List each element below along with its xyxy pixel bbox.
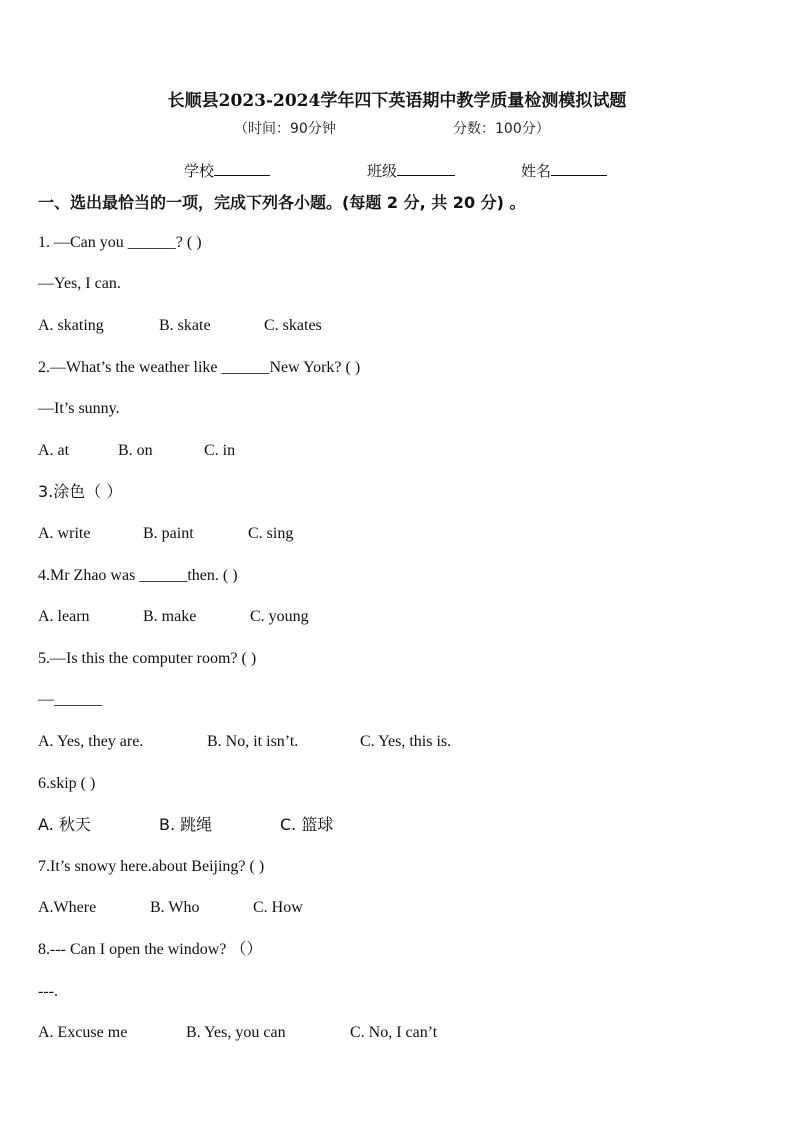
section-heading: 一、选出最恰当的一项，完成下列各小题。(每题 2 分, 共 20 分) 。	[38, 193, 526, 212]
question-6-stem: 6.skip ( )	[38, 775, 96, 792]
question-3-option-c[interactable]: C. sing	[248, 525, 294, 542]
class-field	[367, 160, 455, 181]
school-field	[184, 160, 270, 181]
question-1-option-c[interactable]: C. skates	[264, 317, 322, 334]
question-7-option-b[interactable]: B. Who	[150, 899, 200, 916]
exam-time: （时间：90分钟	[234, 121, 336, 137]
exam-score: 分数：100分）	[453, 121, 550, 137]
question-2-option-c[interactable]: C. in	[204, 442, 236, 459]
question-2-option-a[interactable]: A. at	[38, 442, 70, 459]
school-blank[interactable]	[214, 161, 270, 176]
question-6-option-a[interactable]: A. 秋天	[38, 815, 91, 834]
question-1-option-b[interactable]: B. skate	[159, 317, 211, 334]
question-5-option-a[interactable]: A. Yes, they are.	[38, 733, 144, 750]
question-8-option-b[interactable]: B. Yes, you can	[186, 1024, 286, 1041]
question-4-option-a[interactable]: A. learn	[38, 608, 90, 625]
question-1-answer-line: —Yes, I can.	[38, 275, 121, 292]
question-5-option-b[interactable]: B. No, it isn’t.	[207, 733, 299, 750]
question-7-option-a[interactable]: A.Where	[38, 899, 97, 916]
question-1-stem: 1. —Can you ______? ( )	[38, 234, 202, 251]
page-title: 长顺县2023-2024学年四下英语期中教学质量检测模拟试题	[167, 91, 627, 111]
question-1-option-a[interactable]: A. skating	[38, 317, 104, 334]
question-3-option-b[interactable]: B. paint	[143, 525, 194, 542]
question-7-stem: 7.It’s snowy here.about Beijing? ( )	[38, 858, 265, 875]
question-8-option-c[interactable]: C. No, I can’t	[350, 1024, 438, 1041]
question-5-answer-line: —______	[38, 691, 102, 708]
name-blank[interactable]	[551, 161, 607, 176]
class-label: 班级	[367, 162, 398, 180]
school-label: 学校	[184, 162, 215, 180]
question-4-stem: 4.Mr Zhao was ______then. ( )	[38, 567, 238, 584]
question-2-option-b[interactable]: B. on	[118, 442, 153, 459]
question-3-option-a[interactable]: A. write	[38, 525, 91, 542]
question-4-option-c[interactable]: C. young	[250, 608, 309, 625]
question-4-option-b[interactable]: B. make	[143, 608, 197, 625]
question-6-option-b[interactable]: B. 跳绳	[159, 815, 213, 834]
question-5-option-c[interactable]: C. Yes, this is.	[360, 733, 452, 750]
question-3-stem: 3.涂色（ ）	[38, 482, 123, 501]
question-2-stem: 2.—What’s the weather like ______New York? ( )	[38, 359, 361, 376]
question-6-option-c[interactable]: C. 篮球	[280, 815, 334, 834]
name-field	[521, 160, 607, 181]
name-label: 姓名	[521, 162, 552, 180]
question-8-stem: 8.--- Can I open the window? （）	[38, 941, 263, 958]
question-8-answer-line: ---.	[38, 983, 58, 1000]
class-blank[interactable]	[397, 161, 455, 176]
question-7-option-c[interactable]: C. How	[253, 899, 303, 916]
question-8-option-a[interactable]: A. Excuse me	[38, 1024, 128, 1041]
question-5-stem: 5.—Is this the computer room? ( )	[38, 650, 257, 667]
question-2-answer-line: —It’s sunny.	[38, 400, 120, 417]
